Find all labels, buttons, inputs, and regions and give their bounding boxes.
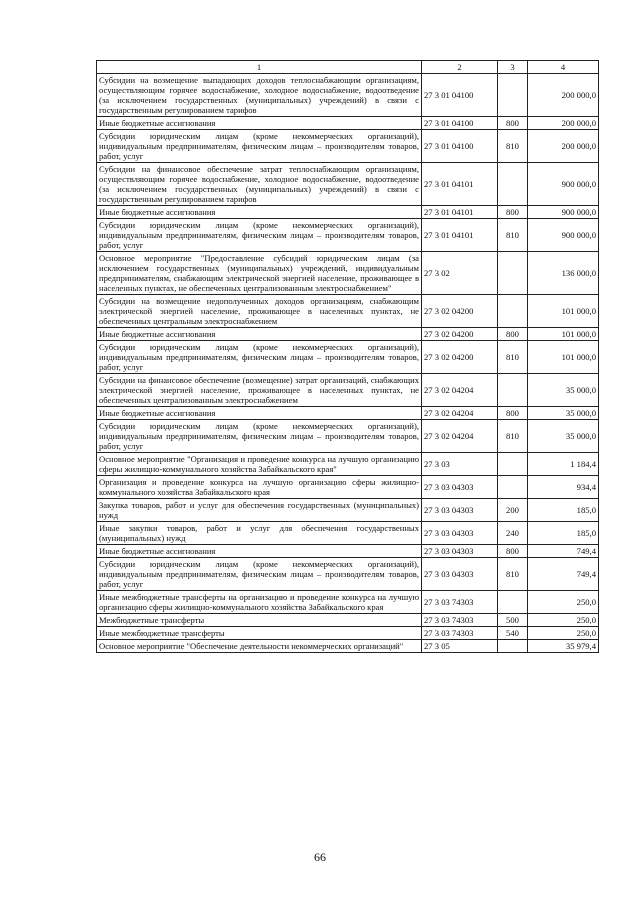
column-number-header xyxy=(97,61,599,74)
row-expense-type: 800 xyxy=(498,206,528,219)
row-amount: 101 000,0 xyxy=(528,341,599,374)
row-code: 27 3 01 04100 xyxy=(422,130,498,163)
row-name: Иные бюджетные ассигнования xyxy=(97,117,422,130)
table-row xyxy=(97,206,599,219)
table-row xyxy=(97,328,599,341)
row-code: 27 3 03 04303 xyxy=(422,558,498,591)
table-row xyxy=(97,117,599,130)
row-name: Основное мероприятие "Организация и проведение конкурса на лучшую организацию сферы жилищно-коммунального хозяйства Забайкальского края" xyxy=(97,453,422,476)
row-name: Иные закупки товаров, работ и услуг для обеспечения государственных (муниципальных) нужд xyxy=(97,522,422,545)
row-code: 27 3 02 04200 xyxy=(422,295,498,328)
table-row xyxy=(97,407,599,420)
table-row xyxy=(97,163,599,206)
row-amount: 900 000,0 xyxy=(528,163,599,206)
row-amount: 35 000,0 xyxy=(528,407,599,420)
page-number: 66 xyxy=(314,850,326,864)
row-code: 27 3 01 04100 xyxy=(422,117,498,130)
table-row xyxy=(97,130,599,163)
column-header: 4 xyxy=(528,61,599,74)
row-amount: 200 000,0 xyxy=(528,130,599,163)
table-row xyxy=(97,420,599,453)
row-name: Межбюджетные трансферты xyxy=(97,614,422,627)
row-code: 27 3 02 xyxy=(422,252,498,295)
table-row xyxy=(97,341,599,374)
table-row xyxy=(97,219,599,252)
row-amount: 101 000,0 xyxy=(528,328,599,341)
row-code: 27 3 02 04200 xyxy=(422,341,498,374)
row-name: Иные межбюджетные трансферты xyxy=(97,627,422,640)
table-row xyxy=(97,627,599,640)
row-amount: 250,0 xyxy=(528,627,599,640)
table-row xyxy=(97,545,599,558)
column-header: 3 xyxy=(498,61,528,74)
row-code: 27 3 03 74303 xyxy=(422,614,498,627)
row-code: 27 3 02 04200 xyxy=(422,328,498,341)
row-expense-type: 540 xyxy=(498,627,528,640)
row-name: Иные бюджетные ассигнования xyxy=(97,328,422,341)
row-expense-type: 200 xyxy=(498,499,528,522)
row-code: 27 3 02 04204 xyxy=(422,407,498,420)
row-expense-type: 800 xyxy=(498,328,528,341)
table-row xyxy=(97,74,599,117)
row-expense-type: 810 xyxy=(498,219,528,252)
row-expense-type: 800 xyxy=(498,407,528,420)
row-name: Субсидии юридическим лицам (кроме некоммерческих организаций), индивидуальным предпринимателям, физическим лицам – производителям товаров, работ, услуг xyxy=(97,341,422,374)
row-name: Закупка товаров, работ и услуг для обеспечения государственных (муниципальных) нужд xyxy=(97,499,422,522)
row-name: Иные бюджетные ассигнования xyxy=(97,206,422,219)
row-expense-type: 500 xyxy=(498,614,528,627)
row-name: Основное мероприятие "Предоставление субсидий юридическим лицам (за исключением государственных (муниципальных) учреждений, индивидуальным предпринимателям, снабжающим электрической энергией население, проживающее в населенных пунктах, не обеспеченных централизованным электроснабжением" xyxy=(97,252,422,295)
row-amount: 749,4 xyxy=(528,558,599,591)
row-amount: 35 979,4 xyxy=(528,640,599,653)
table-row xyxy=(97,640,599,653)
row-amount: 934,4 xyxy=(528,476,599,499)
row-amount: 1 184,4 xyxy=(528,453,599,476)
row-expense-type xyxy=(498,295,528,328)
column-header: 2 xyxy=(422,61,498,74)
row-name: Субсидии юридическим лицам (кроме некоммерческих организаций), индивидуальным предпринимателям, физическим лицам – производителям товаров, работ, услуг xyxy=(97,130,422,163)
row-amount: 101 000,0 xyxy=(528,295,599,328)
row-expense-type xyxy=(498,374,528,407)
row-amount: 250,0 xyxy=(528,591,599,614)
row-expense-type: 800 xyxy=(498,117,528,130)
row-code: 27 3 03 74303 xyxy=(422,591,498,614)
row-name: Иные межбюджетные трансферты на организацию и проведение конкурса на лучшую организацию сферы жилищно-коммунального хозяйства Забайкальского края xyxy=(97,591,422,614)
row-code: 27 3 01 04101 xyxy=(422,163,498,206)
row-name: Основное мероприятие "Обеспечение деятельности некоммерческих организаций" xyxy=(97,640,422,653)
row-code: 27 3 03 xyxy=(422,453,498,476)
row-code: 27 3 03 04303 xyxy=(422,476,498,499)
row-amount: 185,0 xyxy=(528,499,599,522)
row-amount: 749,4 xyxy=(528,545,599,558)
row-amount: 185,0 xyxy=(528,522,599,545)
budget-table xyxy=(96,60,599,653)
row-expense-type xyxy=(498,640,528,653)
row-code: 27 3 03 04303 xyxy=(422,545,498,558)
row-name: Иные бюджетные ассигнования xyxy=(97,407,422,420)
row-amount: 900 000,0 xyxy=(528,219,599,252)
table-row xyxy=(97,252,599,295)
row-expense-type xyxy=(498,591,528,614)
table-row xyxy=(97,453,599,476)
row-code: 27 3 03 04303 xyxy=(422,522,498,545)
row-amount: 200 000,0 xyxy=(528,117,599,130)
row-expense-type: 800 xyxy=(498,545,528,558)
row-expense-type: 810 xyxy=(498,558,528,591)
table-row xyxy=(97,295,599,328)
column-header: 1 xyxy=(97,61,422,74)
row-code: 27 3 03 74303 xyxy=(422,627,498,640)
row-expense-type: 240 xyxy=(498,522,528,545)
row-expense-type: 810 xyxy=(498,420,528,453)
row-expense-type xyxy=(498,476,528,499)
row-name: Организация и проведение конкурса на лучшую организацию сферы жилищно-коммунального хозяйства Забайкальского края xyxy=(97,476,422,499)
row-amount: 250,0 xyxy=(528,614,599,627)
table-row xyxy=(97,374,599,407)
row-expense-type xyxy=(498,453,528,476)
row-code: 27 3 01 04101 xyxy=(422,219,498,252)
table-row xyxy=(97,558,599,591)
row-expense-type: 810 xyxy=(498,130,528,163)
row-name: Субсидии на возмещение выпадающих доходов теплоснабжающим организациям, осуществляющим горячее водоснабжение, холодное водоснабжение, водоотведение (за исключением государственных (муниципальных) учреждений) в связи с государственным регулированием тарифов xyxy=(97,74,422,117)
row-amount: 900 000,0 xyxy=(528,206,599,219)
row-name: Субсидии юридическим лицам (кроме некоммерческих организаций), индивидуальным предпринимателям, физическим лицам – производителям товаров, работ, услуг xyxy=(97,219,422,252)
table-row xyxy=(97,591,599,614)
row-name: Субсидии на финансовое обеспечение затрат теплоснабжающим организациям, осуществляющим горячее водоснабжение, холодное водоснабжение, водоотведение (за исключением государственных (муниципальных) учреждений) в связи с государственным регулированием тарифов xyxy=(97,163,422,206)
row-code: 27 3 03 04303 xyxy=(422,499,498,522)
row-code: 27 3 05 xyxy=(422,640,498,653)
table-row xyxy=(97,614,599,627)
row-amount: 136 000,0 xyxy=(528,252,599,295)
row-name: Субсидии на возмещение недополученных доходов организациям, снабжающим электрической энергией население, проживающее в населенных пунктах, не обеспеченных центральным электроснабжением xyxy=(97,295,422,328)
table-row xyxy=(97,476,599,499)
table-row xyxy=(97,522,599,545)
row-code: 27 3 01 04101 xyxy=(422,206,498,219)
row-expense-type xyxy=(498,252,528,295)
row-code: 27 3 02 04204 xyxy=(422,374,498,407)
row-name: Иные бюджетные ассигнования xyxy=(97,545,422,558)
row-name: Субсидии на финансовое обеспечение (возмещение) затрат организаций, снабжающих электрической энергией население, проживающее в населенных пунктах, не обеспеченных централизованным электроснабжением xyxy=(97,374,422,407)
row-expense-type: 810 xyxy=(498,341,528,374)
row-amount: 35 000,0 xyxy=(528,420,599,453)
row-expense-type xyxy=(498,74,528,117)
row-code: 27 3 02 04204 xyxy=(422,420,498,453)
row-expense-type xyxy=(498,163,528,206)
row-name: Субсидии юридическим лицам (кроме некоммерческих организаций), индивидуальным предпринимателям, физическим лицам – производителям товаров, работ, услуг xyxy=(97,420,422,453)
row-amount: 35 000,0 xyxy=(528,374,599,407)
row-name: Субсидии юридическим лицам (кроме некоммерческих организаций), индивидуальным предпринимателям, физическим лицам – производителям товаров, работ, услуг xyxy=(97,558,422,591)
row-amount: 200 000,0 xyxy=(528,74,599,117)
row-code: 27 3 01 04100 xyxy=(422,74,498,117)
table-row xyxy=(97,499,599,522)
